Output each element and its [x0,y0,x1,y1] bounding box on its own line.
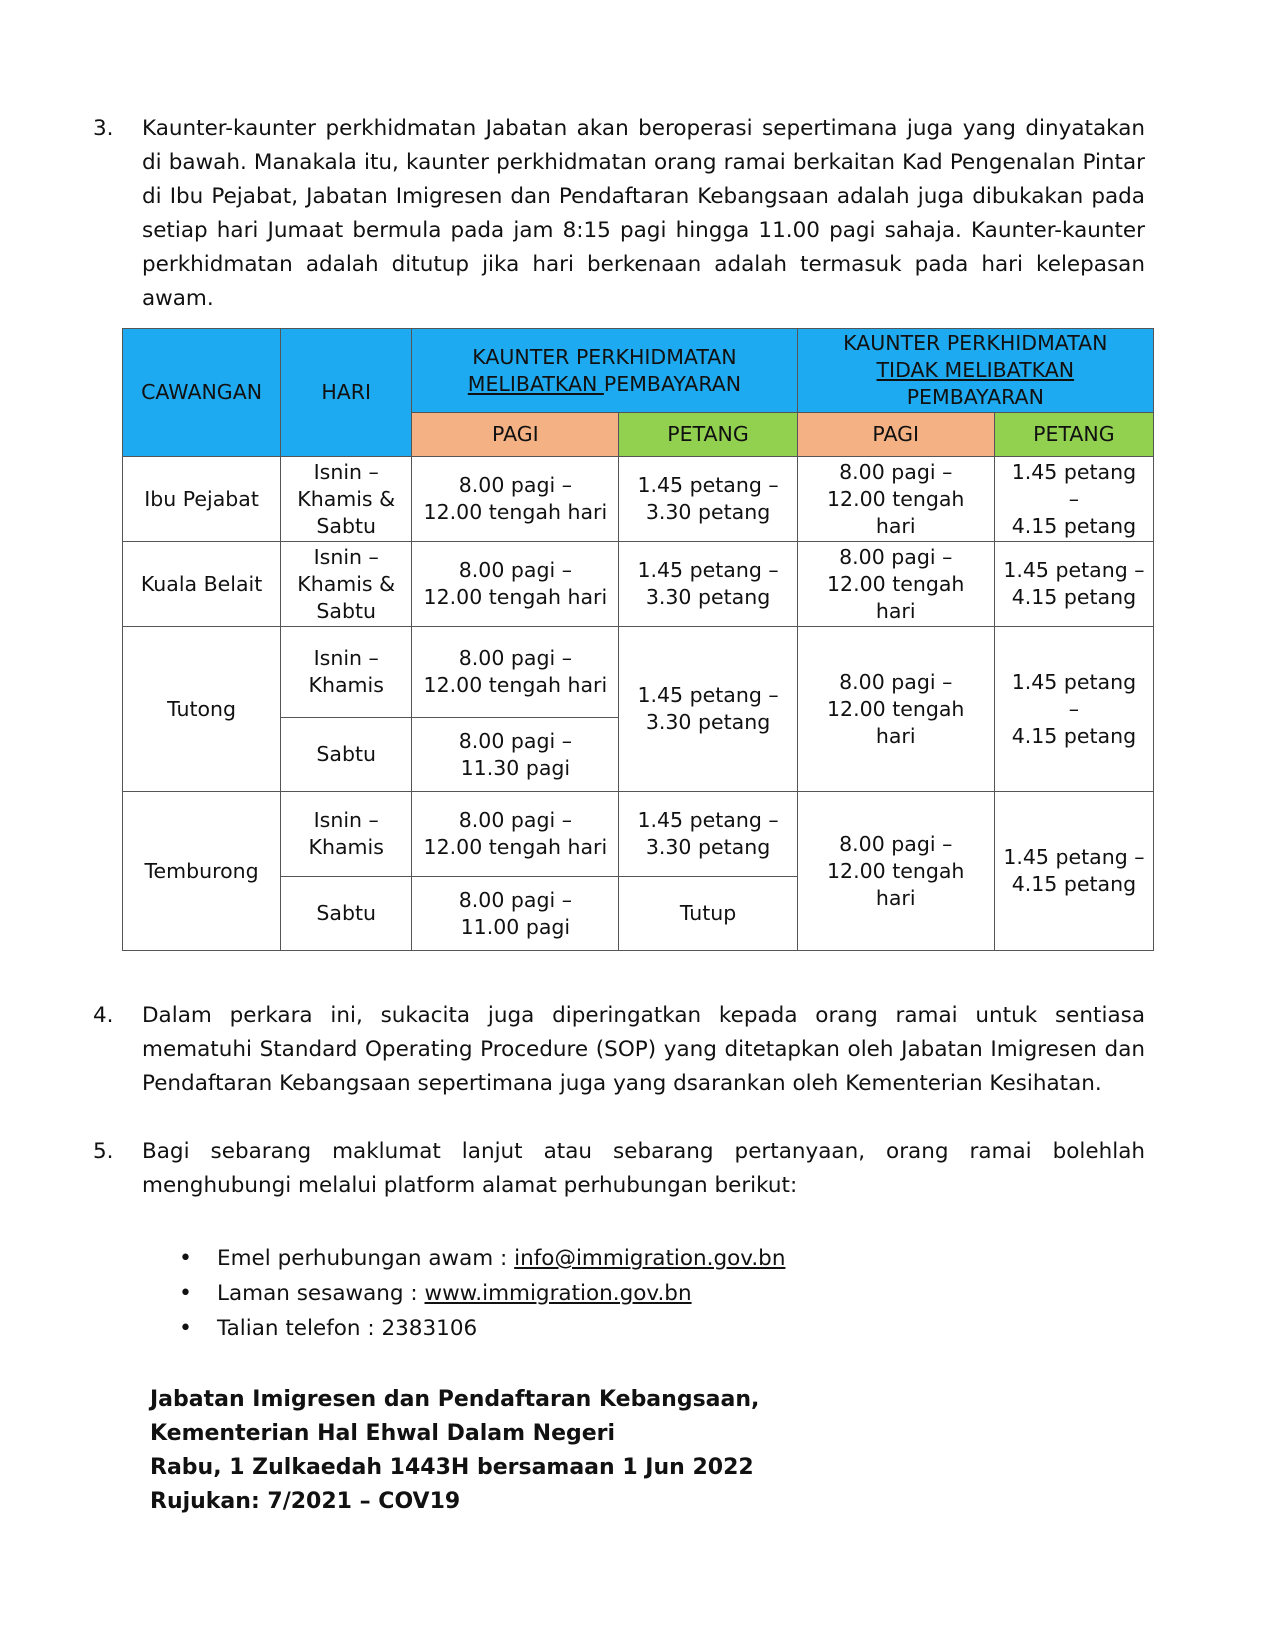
days-cell: Isnin – Khamis & Sabtu [281,457,412,542]
time-cell: 8.00 pagi – 12.00 tengah hari [412,627,619,718]
time-cell: 8.00 pagi – 12.00 tengah hari [797,792,994,951]
paragraph-number: 4. [93,1003,114,1028]
header-tidak-melibatkan-pembayaran: KAUNTER PERKHIDMATAN TIDAK MELIBATKAN PEMBAYARAN [797,329,1153,413]
list-item [175,1276,785,1311]
paragraph-number: 5. [93,1139,114,1164]
time-cell: 8.00 pagi – 12.00 tengah hari [797,542,994,627]
website-link[interactable]: www.immigration.gov.bn [424,1281,692,1306]
time-cell: 1.45 petang – 4.15 petang [994,542,1153,627]
days-cell: Sabtu [281,877,412,951]
paragraph-number: 3. [93,116,114,141]
days-cell: Isnin – Khamis [281,627,412,718]
time-cell: 8.00 pagi – 12.00 tengah hari [797,627,994,792]
time-cell: 8.00 pagi – 12.00 tengah hari [412,792,619,877]
phone-text: Talian telefon : 2383106 [217,1316,478,1341]
header-petang: PETANG [994,413,1153,457]
signature-line: Kementerian Hal Ehwal Dalam Negeri [150,1421,616,1446]
time-cell: 1.45 petang – 3.30 petang [619,457,797,542]
schedule-table [122,328,1154,951]
branch-name: Temburong [123,792,281,951]
time-cell: 8.00 pagi – 12.00 tengah hari [797,457,994,542]
header-cawangan: CAWANGAN [123,329,281,457]
header-petang: PETANG [619,413,797,457]
paragraph-text: Dalam perkara ini, sukacita juga diperingatkan kepada orang ramai untuk sentiasa mematuhi Standard Operating Procedure (SOP) yang ditetapkan oleh Jabatan Imigresen dan Pendaftaran Kebangsaan sepertimana juga yang dsarankan oleh Kementerian Kesihatan. [142,1003,1145,1096]
signature-line: Jabatan Imigresen dan Pendaftaran Kebangsaan, [150,1387,760,1412]
signature-date: Rabu, 1 Zulkaedah 1443H bersamaan 1 Jun 2022 [150,1455,754,1480]
signature-reference: Rujukan: 7/2021 – COV19 [150,1489,461,1514]
paragraph-text: Bagi sebarang maklumat lanjut atau sebarang pertanyaan, orang ramai bolehlah menghubungi melalui platform alamat perhubungan berikut: [142,1139,1145,1198]
table-row [123,792,1154,877]
contact-list [175,1241,785,1346]
time-cell: 1.45 petang – 3.30 petang [619,792,797,877]
time-cell: 8.00 pagi – 11.00 pagi [412,877,619,951]
website-label: Laman sesawang : [217,1281,425,1306]
branch-name: Tutong [123,627,281,792]
table-row [123,457,1154,542]
paragraph-text: Kaunter-kaunter perkhidmatan Jabatan akan beroperasi sepertimana juga yang dinyatakan di bawah. Manakala itu, kaunter perkhidmatan orang ramai berkaitan Kad Pengenalan Pintar di Ibu Pejabat, Jabatan Imigresen dan Pendaftaran Kebangsaan adalah juga dibukakan pada setiap hari Jumaat bermula pada jam 8:15 pagi hingga 11.00 pagi sahaja. Kaunter-kaunter perkhidmatan adalah ditutup jika hari berkenaan adalah termasuk pada hari kelepasan awam. [142,116,1145,311]
list-item [175,1311,785,1346]
table-row [123,627,1154,718]
time-cell: 1.45 petang – 4.15 petang [994,792,1153,951]
header-hari: HARI [281,329,412,457]
time-cell: 1.45 petang – 4.15 petang [994,457,1153,542]
email-label: Emel perhubungan awam : [217,1246,515,1271]
header-melibatkan-pembayaran: KAUNTER PERKHIDMATAN MELIBATKAN PEMBAYARAN [412,329,797,413]
time-cell: 1.45 petang – 3.30 petang [619,627,797,792]
days-cell: Isnin – Khamis [281,792,412,877]
time-cell: Tutup [619,877,797,951]
branch-name: Ibu Pejabat [123,457,281,542]
time-cell: 8.00 pagi – 11.30 pagi [412,718,619,792]
time-cell: 8.00 pagi – 12.00 tengah hari [412,457,619,542]
days-cell: Sabtu [281,718,412,792]
branch-name: Kuala Belait [123,542,281,627]
header-pagi: PAGI [412,413,619,457]
table-row [123,542,1154,627]
time-cell: 1.45 petang – 4.15 petang [994,627,1153,792]
signature-block [150,1383,759,1519]
header-pagi: PAGI [797,413,994,457]
list-item [175,1241,785,1276]
email-link[interactable]: info@immigration.gov.bn [514,1246,786,1271]
time-cell: 1.45 petang – 3.30 petang [619,542,797,627]
time-cell: 8.00 pagi – 12.00 tengah hari [412,542,619,627]
days-cell: Isnin – Khamis & Sabtu [281,542,412,627]
